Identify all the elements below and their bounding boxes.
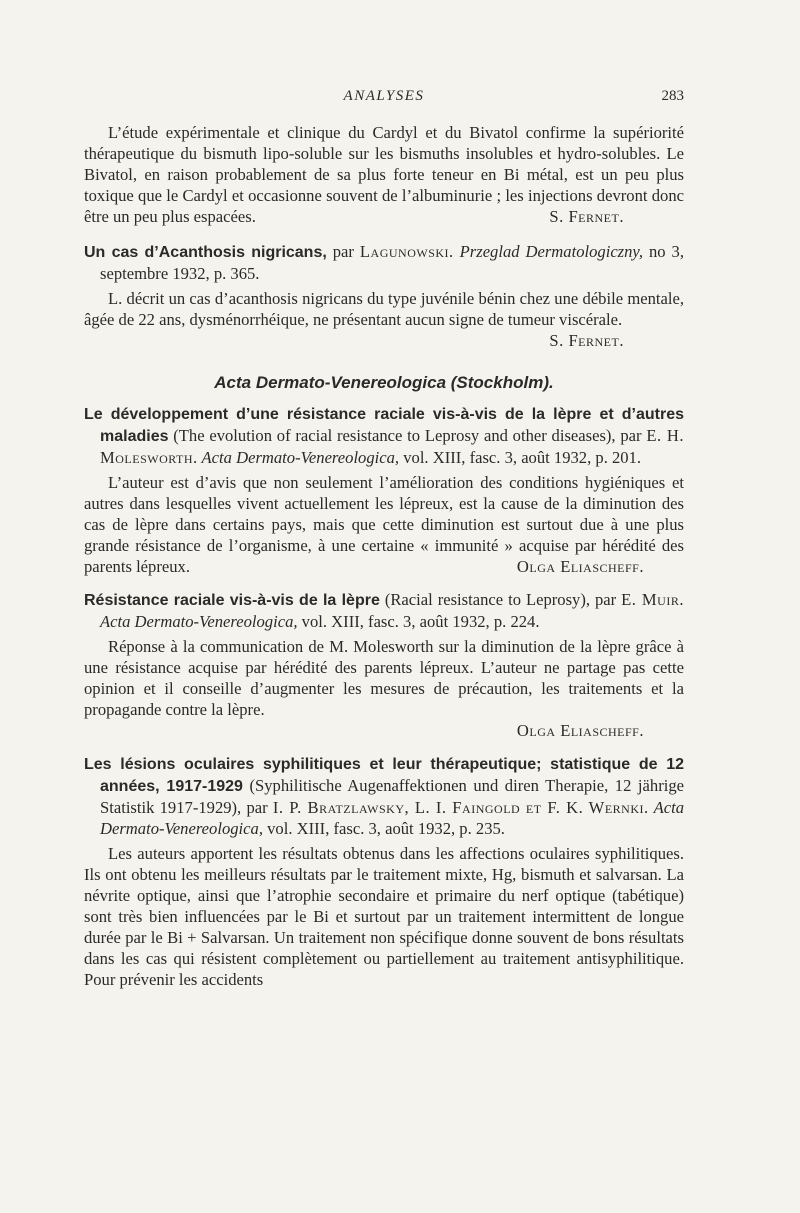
article-journal: Acta Dermato-Venereologica, (100, 612, 298, 631)
article-reference: vol. XIII, fasc. 3, août 1932, p. 201. (399, 448, 642, 467)
running-title: ANALYSES (343, 88, 425, 104)
article-subtitle: (Syphilitische Augenaffektionen und diren Therapie, 12 jährige Statistik 1917-1929), par (100, 776, 685, 817)
article-title: Le développement d’une résistance raciale vis-à-vis de la lèpre et d’autres maladies (84, 406, 684, 445)
article-title: Un cas d’Acanthosis nigricans, (84, 244, 327, 261)
page-number: 283 (661, 88, 684, 104)
article-heading (84, 753, 684, 839)
article-body: Les auteurs apportent les résultats obtenus dans les affections oculaires syphilitiques. Ils ont obtenu les meilleurs résultats par le traitement mixte, Hg, bismuth et salvarsan. La névrite optique, ainsi que l’atrophie secondaire et primaire du nerf optique (tabétique) sont très bien influencées par le Bi et surtout par un traitement intermittent de longue durée par le Bi + Salvarsan. Un traitement non spécifique donne souvent de bons résultats dans les cas qui résistent complètement ou partiellement au traitement antisyphilitique. Pour prévenir les accidents (84, 844, 684, 989)
article-author: I. P. Bratzlawsky, L. I. Faingold et F. K. Wernki. (272, 798, 649, 817)
article-heading (84, 589, 684, 632)
article-journal: Przeglad Dermatologiczny, (453, 242, 644, 261)
signature: Olga Eliascheff. (516, 557, 644, 576)
article-body: L’auteur est d’avis que non seulement l’amélioration des conditions hygiéniques et autres dans lesquelles vivent actuellement les lépreux, est la cause de la diminution des cas de lèpre dans certains pays, mais que cette diminution est surtout due à une plus grande résistance de l’organisme, à une certaine « immunité » acquise par hérédité des parents lépreux. (84, 473, 684, 576)
article-title: Les lésions oculaires syphilitiques et leur thérapeutique; statistique de 12 années, 1917-1929 (84, 756, 684, 795)
article-author: E. Muir. (621, 590, 684, 609)
article-journal: Acta Dermato-Venereologica, (197, 448, 400, 467)
running-head (84, 86, 684, 110)
signature: Olga Eliascheff. (516, 721, 644, 740)
article-body-text: L. décrit un cas d’acanthosis nigricans du type juvénile bénin chez une débile mentale, âgée de 22 ans, dysménorrhéique, ne présentant aucun signe de tumeur viscérale. (84, 289, 684, 329)
article-body (84, 122, 684, 227)
article-body (84, 288, 684, 351)
article-journal: Acta Dermato-Venereologica, (100, 798, 684, 838)
article-heading (84, 403, 684, 468)
section-title: Acta Dermato-Venereologica (Stockholm). (214, 373, 554, 392)
article-author: Lagunowski. (359, 242, 454, 261)
article-cardyl-bivatol (84, 122, 684, 227)
article-reference: vol. XIII, fasc. 3, août 1932, p. 235. (262, 819, 505, 838)
article-reference: no 3, septembre 1932, p. 365. (100, 242, 684, 283)
article-reference: vol. XIII, fasc. 3, août 1932, p. 224. (297, 612, 540, 631)
article-body: Réponse à la communication de M. Molesworth sur la diminution de la lèpre grâce à une résistance acquise par hérédité des parents lépreux. L’auteur ne partage pas cette opinion et il conseille d’augmenter les mesures de précaution, les traitements et la propagande contre la lèpre. (84, 637, 684, 719)
article-author: E. H. Molesworth. (100, 426, 684, 467)
article-by: par (326, 242, 360, 261)
article-subtitle: (The evolution of racial resistance to Leprosy and other diseases), par (168, 426, 647, 445)
article-body-text: L’étude expérimentale et clinique du Cardyl et du Bivatol confirme la supériorité thérapeutique du bismuth lipo-soluble sur les bismuths insolubles et hydro-solubles. Le Bivatol, en raison probablement de sa plus forte teneur en Bi métal, est un peu plus toxique que le Cardyl et occasionne souvent de l’albuminurie ; les injections devront donc être un peu plus espacées. (84, 123, 684, 226)
article-title: Résistance raciale vis-à-vis de la lèpre (84, 592, 380, 609)
article-subtitle: (Racial resistance to Leprosy), par (379, 590, 622, 609)
signature: S. Fernet. (549, 207, 624, 226)
signature: S. Fernet. (549, 331, 624, 350)
article-heading (84, 241, 684, 284)
page (84, 86, 684, 990)
